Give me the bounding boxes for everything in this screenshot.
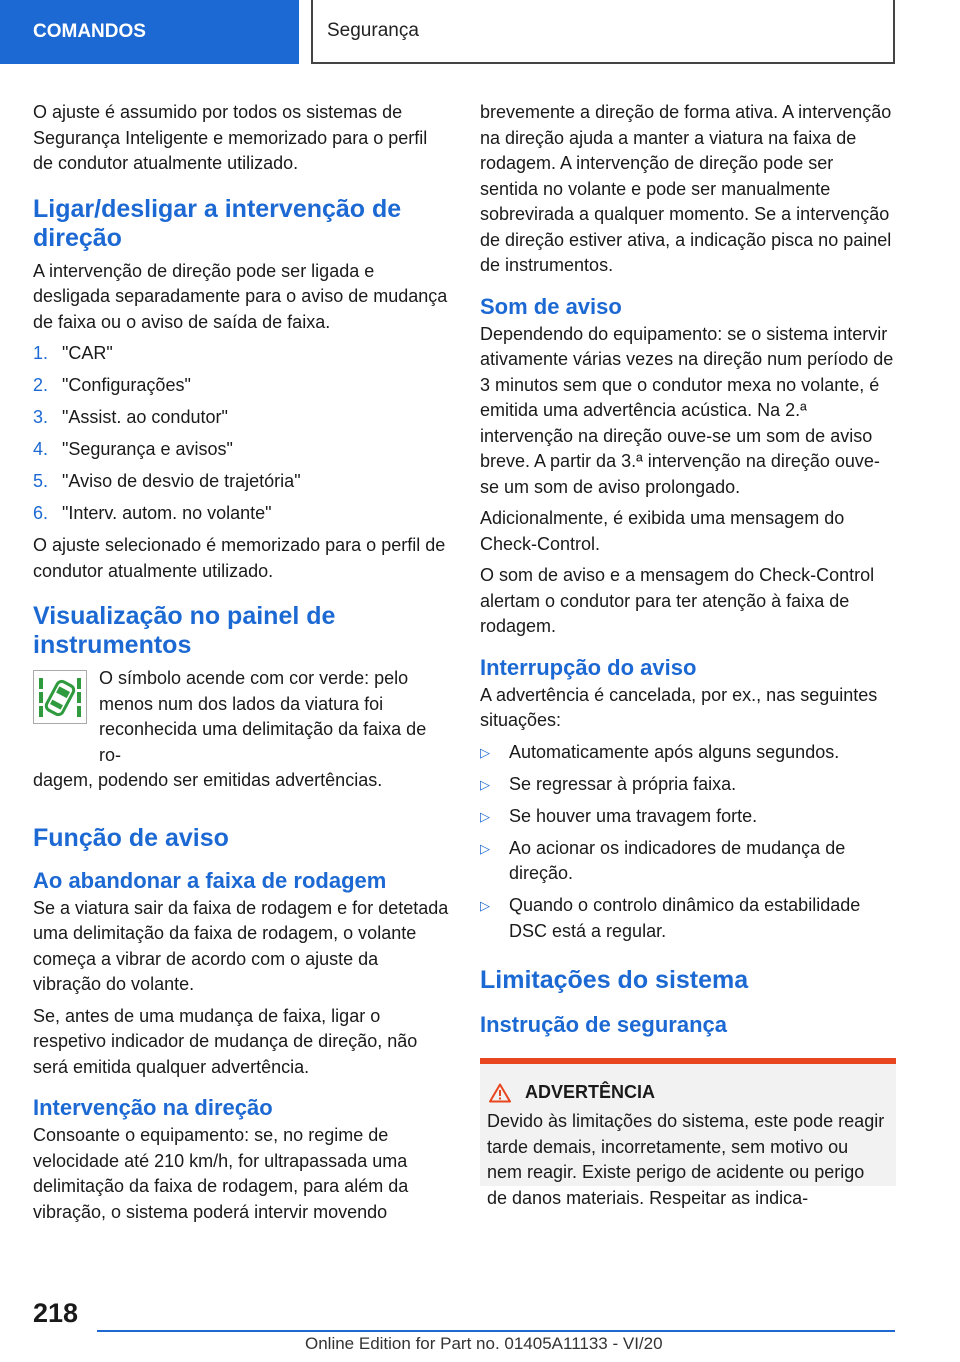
bullet-triangle-icon: ▷ [480,776,490,792]
step-item [33,469,449,495]
section-header [311,0,895,64]
step-item [33,341,449,367]
warning-heading [489,1082,888,1103]
step-number: 6. [33,503,49,523]
step-number: 3. [33,407,49,427]
warning-box [480,1058,896,1208]
bullet-text: Se regressar à própria faixa. [509,773,737,794]
interruption-paragraph: A advertência é cancelada, por ex., nas seguintes situações: [480,684,878,730]
warning-text: Devido às limitações do sistema, este pode reagir tarde demais, incorretamente, sem motivo ou nem reagir. Existe perigo de acidente ou perigo de danos materiais. Respeitar as indica- [487,1111,885,1208]
step-number: 1. [33,343,49,363]
heading-toggle-steering: Ligar/desligar a intervenção de direção [33,194,402,252]
sound-paragraph-1: Dependendo do equipamento: se o sistema intervir ativamente várias vezes na direção num período de 3 minutos sem que o condutor mexa no volante, é emitida uma advertência acústica. Na 2.ª intervenção na direção ouve-se um som de aviso breve. A partir da 3.ª intervenção na direção ouve-se um som de aviso prolongado. [480,323,894,497]
heading-leave-lane: Ao abandonar a faixa de rodagem [33,867,387,893]
display-paragraph-b: dagem, podendo ser emitidas advertências. [33,770,383,790]
heading-warning-sound: Som de aviso [480,293,622,319]
bullet-triangle-icon: ▷ [480,808,490,824]
page-number: 218 [33,1298,79,1328]
step-item [33,501,449,527]
edition-footer: Online Edition for Part no. 01405A11133 - VI/20 [305,1334,663,1353]
warning-triangle-icon [489,1083,511,1103]
step-text: "Configurações" [62,375,191,395]
right-column [480,100,896,1208]
toggle-paragraph: A intervenção de direção pode ser ligada e desligada separadamente para o aviso de mudança de faixa ou o aviso de saída de faixa. [33,260,448,332]
bullet-item [480,740,896,766]
heading-interruption: Interrupção do aviso [480,654,697,680]
section-title: Segurança [327,20,419,41]
bullet-item [480,893,896,944]
bullet-item [480,804,896,830]
warning-title: ADVERTÊNCIA [525,1082,656,1102]
bullet-triangle-icon: ▷ [480,744,490,760]
saved-paragraph: O ajuste selecionado é memorizado para o perfil de condutor atualmente utilizado. [33,535,446,581]
symbol-row [33,666,449,768]
step-text: "Segurança e avisos" [62,439,233,459]
step-item [33,405,449,431]
display-paragraph-a: O símbolo acende com cor verde: pelo menos num dos lados da viatura foi reconhecida uma delimitação da faixa de ro- [99,668,427,765]
step-number: 5. [33,471,49,491]
step-text: "CAR" [62,343,113,363]
step-item [33,373,449,399]
bullet-text: Ao acionar os indicadores de mudança de direção. [509,837,846,883]
sound-paragraph-2: Adicionalmente, é exibida uma mensagem do Check-Control. [480,508,845,554]
step-number: 4. [33,439,49,459]
leave-paragraph-2: Se, antes de uma mudança de faixa, ligar o respetivo indicador de mudança de direção, não será emitida qualquer advertência. [33,1005,418,1077]
step-text: "Aviso de desvio de trajetória" [62,471,301,491]
heading-display: Visualização no painel de instrumentos [33,602,336,659]
sound-paragraph-3: O som de aviso e a mensagem do Check-Control alertam o condutor para ter atenção à faixa de rodagem. [480,565,875,636]
heading-warning-function: Função de aviso [33,823,229,852]
step-text: "Interv. autom. no volante" [62,503,272,523]
bullet-triangle-icon: ▷ [480,898,490,913]
chapter-title: COMANDOS [33,21,146,42]
intro-paragraph: O ajuste é assumido por todos os sistemas de Segurança Inteligente e memorizado para o perfil de condutor atualmente utilizado. [33,102,428,173]
left-column [33,100,449,1231]
step-number: 2. [33,375,49,395]
leave-paragraph-1: Se a viatura sair da faixa de rodagem e for detetada uma delimitação da faixa de rodagem, o volante começa a vibrar de acordo com o ajuste da vibração do volante. [33,897,449,994]
bullet-text: Se houver uma travagem forte. [509,805,758,826]
bullet-text: Quando o controlo dinâmico da estabilidade DSC está a regular. [509,895,861,941]
heading-system-limits: Limitações do sistema [480,966,749,994]
bullet-triangle-icon: ▷ [480,840,490,856]
step-text: "Assist. ao condutor" [62,407,228,427]
heading-steering-intervention: Intervenção na direção [33,1095,273,1120]
lane-departure-icon [33,670,87,724]
footer-rule [97,1330,895,1332]
continued-paragraph: brevemente a direção de forma ativa. A intervenção na direção ajuda a manter a viatura na faixa de rodagem. A intervenção de direção pode ser sentida no volante e pode ser manualmente sobrevirada a qualquer momento. Se a intervenção de direção estiver ativa, a indicação pisca no painel de instrumentos. [480,102,892,275]
bullet-item [480,836,896,887]
interruption-list [480,740,896,945]
bullet-item [480,772,896,798]
heading-safety-instruction: Instrução de segurança [480,1012,727,1037]
steering-paragraph: Consoante o equipamento: se, no regime de velocidade até 210 km/h, for ultrapassada uma delimitação da faixa de rodagem, para além da vibração, o sistema poderá intervir movendo [33,1125,409,1222]
steps-list [33,341,449,527]
bullet-text: Automaticamente após alguns segundos. [509,741,840,762]
chapter-tab [0,0,299,64]
step-item [33,437,449,463]
